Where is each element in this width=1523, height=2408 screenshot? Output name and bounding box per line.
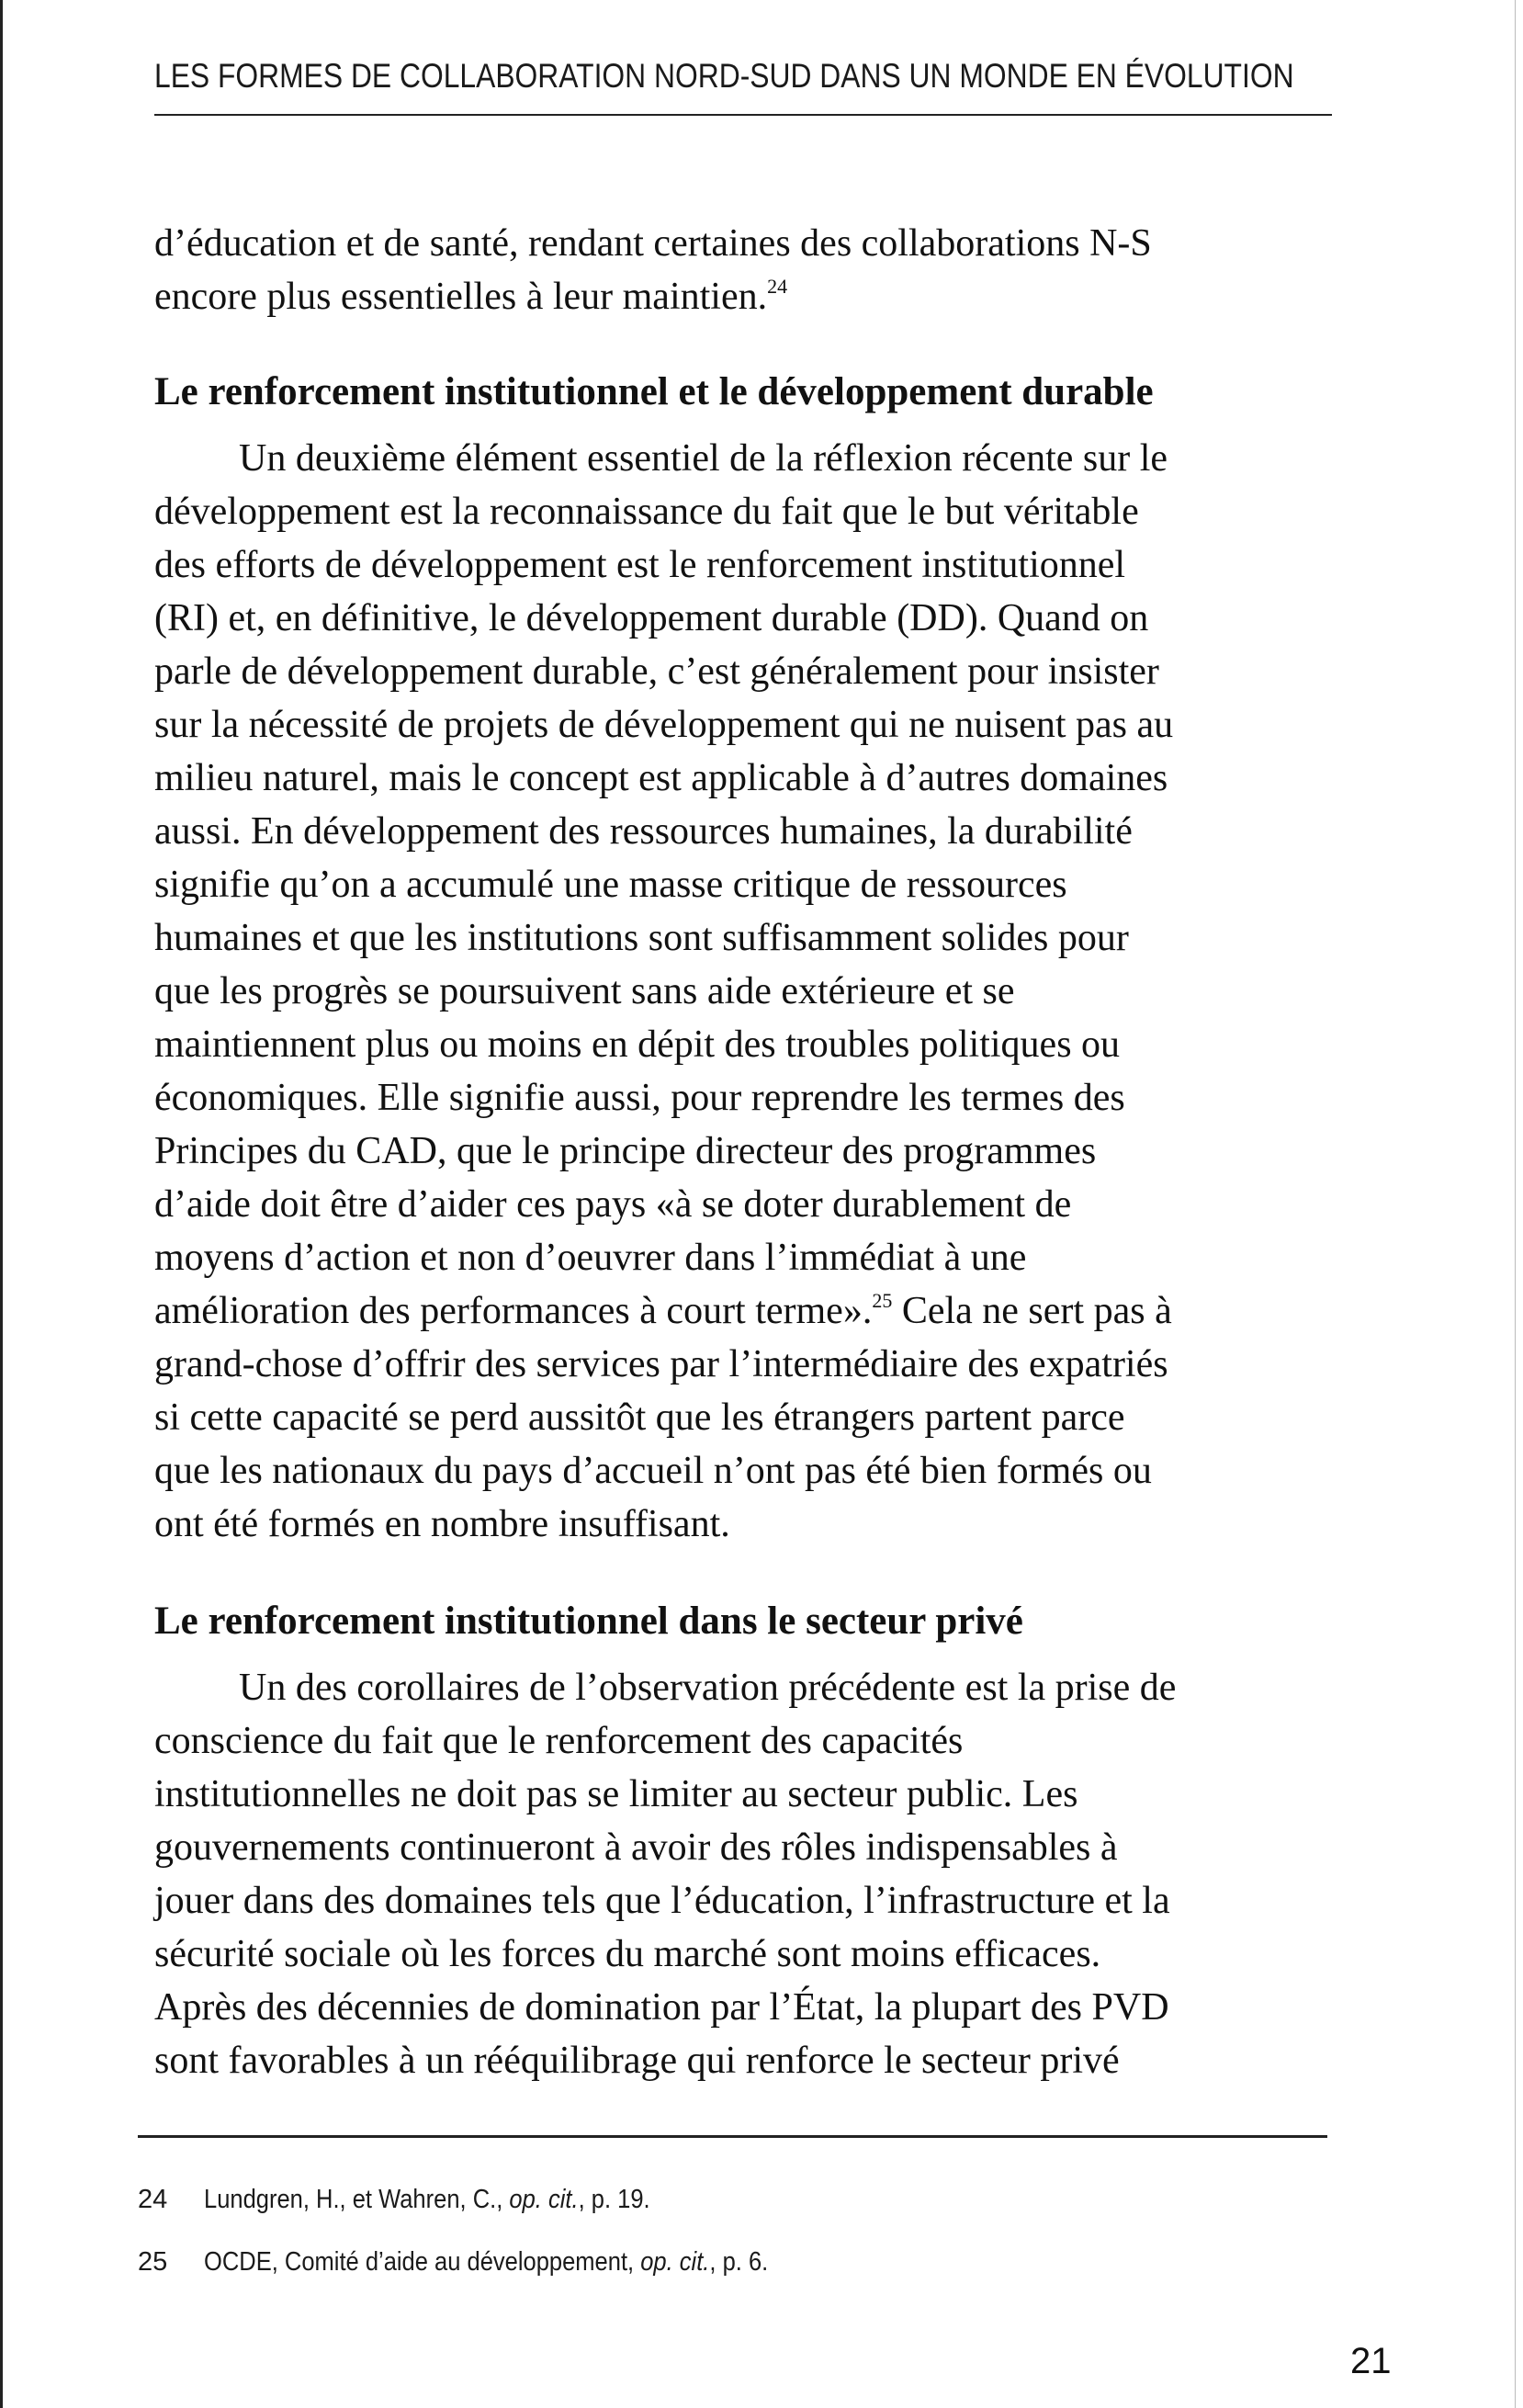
footnote-rule [138,2135,1327,2138]
section-1-line: des efforts de développement est le renforcement institutionnel [154,544,1126,586]
section-1-heading: Le renforcement institutionnel et le développement durable [154,370,1154,413]
section-1-line: développement est la reconnaissance du fait que le but véritable [154,491,1139,533]
intro-line-2: encore plus essentielles à leur maintien.$^{24}$ [154,275,788,318]
running-head: LES FORMES DE COLLABORATION NORD-SUD DANS UN MONDE EN ÉVOLUTION [154,57,1294,95]
section-1-line: humaines et que les institutions sont suffisamment solides pour [154,917,1129,959]
section-2-line: gouvernements continueront à avoir des rôles indispensables à [154,1826,1118,1869]
section-1-line: signifie qu’on a accumulé une masse critique de ressources [154,864,1067,906]
section-1-line: milieu naturel, mais le concept est applicable à d’autres domaines [154,757,1168,799]
section-2-line: jouer dans des domaines tels que l’éducation, l’infrastructure et la [154,1880,1170,1922]
section-1-line: ont été formés en nombre insuffisant. [154,1503,730,1545]
section-2-heading: Le renforcement institutionnel dans le secteur privé [154,1600,1023,1643]
section-1-line: d’aide doit être d’aider ces pays «à se doter durablement de [154,1183,1072,1226]
section-1-line: parle de développement durable, c’est généralement pour insister [154,650,1159,693]
section-2-paragraph [154,1661,1339,2087]
section-1-line: moyens d’action et non d’oeuvrer dans l’immédiat à une [154,1237,1027,1279]
section-1-line: Principes du CAD, que le principe directeur des programmes [154,1130,1097,1172]
section-2-line: sécurité sociale où les forces du marché sont moins efficaces. [154,1933,1101,1975]
footnote-number: 25 [138,2247,168,2277]
page-left-edge [0,0,3,2408]
section-2 [154,1595,1339,2087]
section-1-line: que les nationaux du pays d’accueil n’ont pas été bien formés ou [154,1450,1152,1492]
footnote-24 [138,2185,711,2215]
intro-paragraph [154,217,1339,323]
section-2-line: Un des corollaires de l’observation précédente est la prise de [239,1667,1177,1709]
page-right-edge [1515,0,1516,2408]
footnote-ref-24: 24 [767,275,788,298]
footnote-number: 24 [138,2185,168,2214]
section-2-line: Après des décennies de domination par l’État, la plupart des PVD [154,1986,1169,2029]
footnote-ref-25: 25 [872,1289,893,1312]
intro-line-1: d’éducation et de santé, rendant certaines des collaborations N-S [154,222,1152,265]
section-1-line: (RI) et, en définitive, le développement durable (DD). Quand on [154,597,1149,639]
section-1-line: sur la nécessité de projets de développement qui ne nuisent pas au [154,704,1174,746]
header-rule [154,114,1332,116]
footnote-25 [138,2247,845,2278]
page-number: 21 [1350,2341,1392,2381]
section-1-line: que les progrès se poursuivent sans aide extérieure et se [154,970,1015,1012]
footnote-text: OCDE, Comité d’aide au développement, op. cit., p. 6. [204,2247,769,2277]
section-2-line: sont favorables à un rééquilibrage qui renforce le secteur privé [154,2040,1120,2082]
section-1-line: si cette capacité se perd aussitôt que les étrangers partent parce [154,1396,1125,1439]
section-1-paragraph [154,432,1339,1551]
section-1-line-with-ref: amélioration des performances à court terme».$^{25}$ Cela ne sert pas à [154,1289,1172,1332]
footnote-text: Lundgren, H., et Wahren, C., op. cit., p. 19. [204,2185,650,2214]
section-1-line: économiques. Elle signifie aussi, pour reprendre les termes des [154,1077,1125,1119]
section-2-line: institutionnelles ne doit pas se limiter au secteur public. Les [154,1773,1078,1815]
section-2-line: conscience du fait que le renforcement des capacités [154,1720,964,1762]
section-1-line: maintiennent plus ou moins en dépit des troubles politiques ou [154,1023,1121,1066]
section-1-line: grand-chose d’offrir des services par l’intermédiaire des expatriés [154,1343,1168,1385]
section-1-line: aussi. En développement des ressources humaines, la durabilité [154,810,1133,853]
section-1 [154,366,1339,1551]
section-1-line: Un deuxième élément essentiel de la réflexion récente sur le [239,437,1168,480]
